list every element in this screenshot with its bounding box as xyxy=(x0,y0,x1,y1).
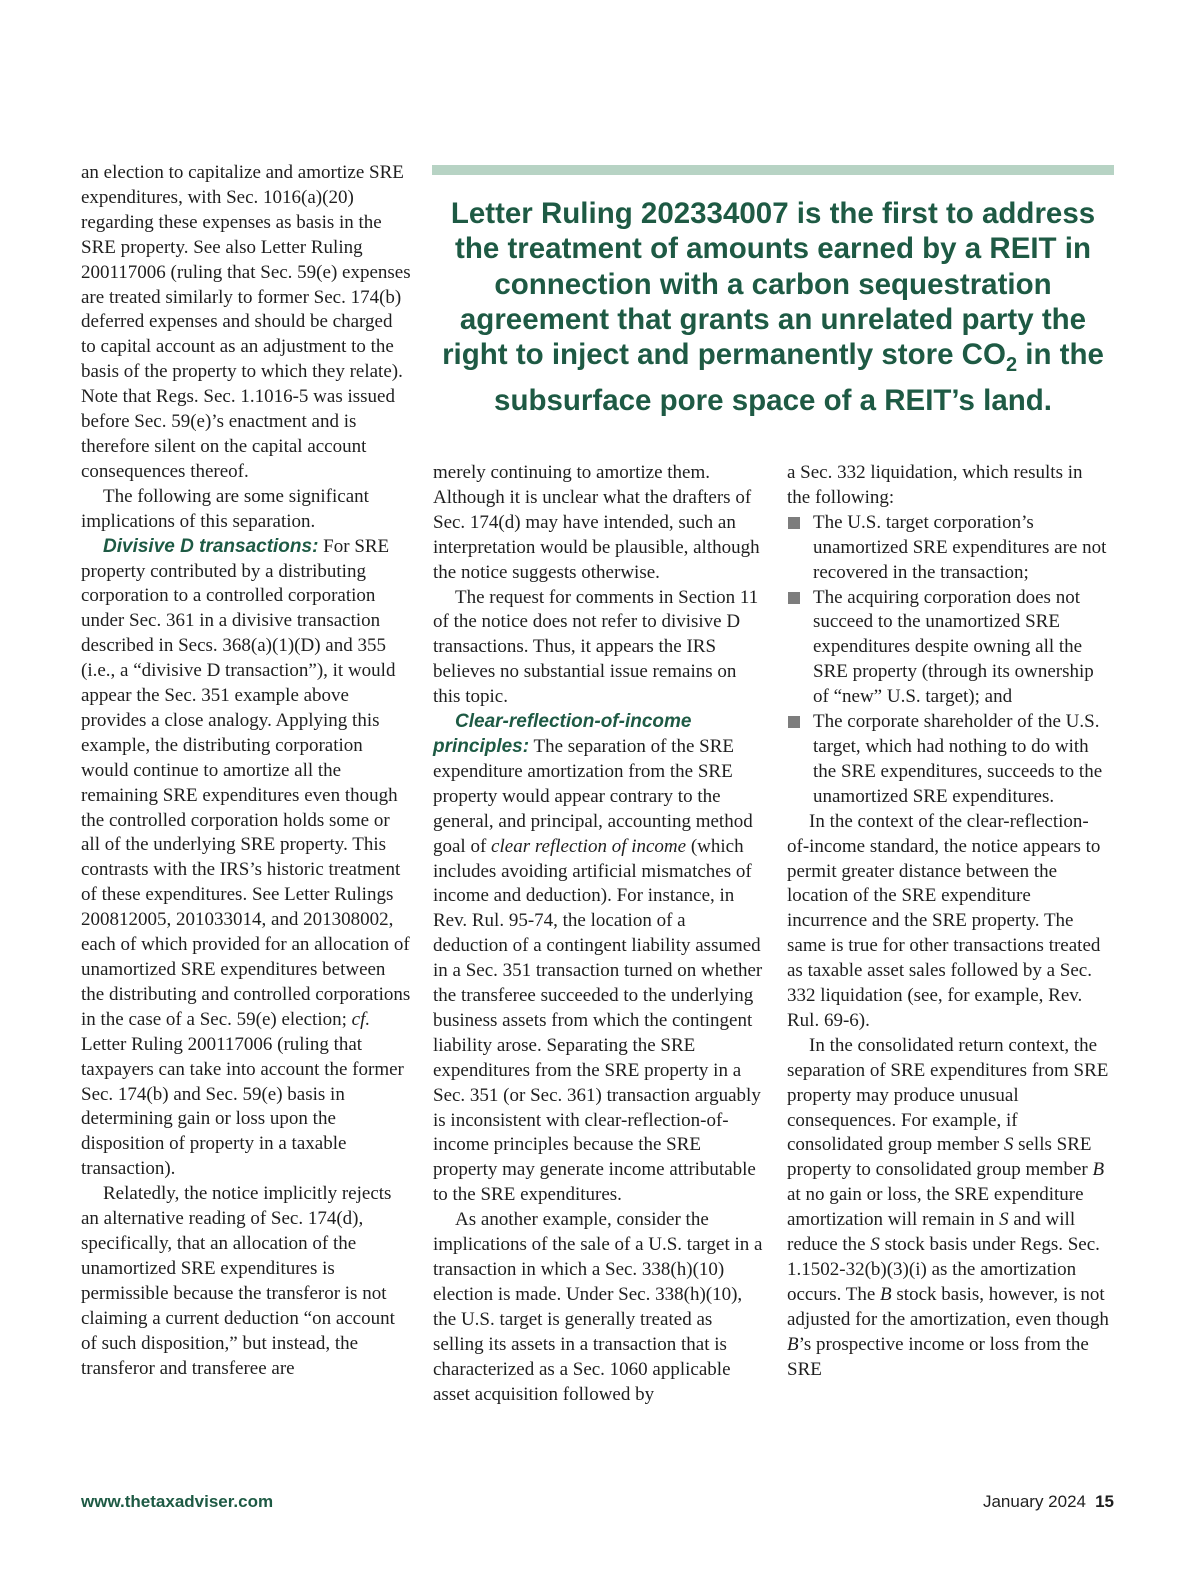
paragraph-divisive-d xyxy=(81,535,411,1183)
text-run: Letter Ruling 200117006 (ruling that taxpayers can take into account the former Sec. 174(b) and Sec. 59(e) basis in determining gain or loss upon the disposition of property in a taxable transaction). xyxy=(81,1033,404,1180)
paragraph xyxy=(787,1034,1109,1383)
page-footer xyxy=(81,1492,1114,1516)
text-run: In the consolidated return context, the separation of SRE expenditures from SRE property may produce unusual consequences. For example, if consolidated group member xyxy=(787,1034,1109,1156)
text-run: (which includes avoiding artificial mismatches of income and deduction). For instance, in Rev. Rul. 95-74, the location of a deduction of a contingent liability assumed in a Sec. 351 transaction turned on whether the transferee succeeded to the underlying business assets from which the contingent liability arose. Separating the SRE expenditures from the SRE property in a Sec. 351 (or Sec. 361) transaction arguably is inconsistent with clear-reflection-of-income principles because the SRE property may generate income attributable to the SRE expenditures. xyxy=(433,835,763,1206)
text-italic: S xyxy=(999,1209,1009,1231)
pull-quote-text: Letter Ruling 202334007 is the first to address the treatment of amounts earned by a REIT in connection with a carbon sequestration agreement that grants an unrelated party the right to inject and permanently store CO xyxy=(442,197,1096,372)
paragraph: The following are some significant implications of this separation. xyxy=(81,485,369,532)
text-run: stock basis, however, is not adjusted for the amortization, even though xyxy=(787,1283,1109,1330)
text-run: and will reduce the xyxy=(787,1209,1076,1256)
paragraph: an election to capitalize and amortize SRE expenditures, with Sec. 1016(a)(20) regarding these expenses as basis in the SRE property. See also Letter Ruling 200117006 (ruling that Sec. 59(e) expenses are treated similarly to former Sec. 174(b) deferred expenses and should be charged to capital account as an adjustment to the basis of the property to which they relate). Note that Regs. Sec. 1.1016-5 was issued before Sec. 59(e)’s enactment and is therefore silent on the capital account consequences thereof. xyxy=(81,162,411,482)
paragraph: In the context of the clear-reflection-of-income standard, the notice appears to permit greater distance between the location of the SRE expenditure incurrence and the SRE property. The same is true for other transactions treated as taxable asset sales followed by a Sec. 332 liquidation (see, for example, Rev. Rul. 69-6). xyxy=(787,810,1101,1031)
list-item xyxy=(813,511,1109,586)
list-item-text: The corporate shareholder of the U.S. target, which had nothing to do with the SRE expenditures, succeeds to the unamortized SRE expenditures. xyxy=(813,711,1103,807)
list-item xyxy=(813,710,1109,810)
text-italic: B xyxy=(880,1283,892,1305)
section-lead-divisive-d: Divisive D transactions: xyxy=(103,535,319,557)
pull-quote xyxy=(432,196,1114,419)
text-italic: S xyxy=(870,1234,880,1256)
column-middle xyxy=(433,461,763,1407)
text-run: sells SRE property to consolidated group member xyxy=(787,1134,1093,1181)
pull-quote-text: in the subsurface pore space of a REIT’s land. xyxy=(494,338,1104,418)
text-run: stock basis under Regs. Sec. 1.1502-32(b)(3)(i) as the amortization occurs. The xyxy=(787,1234,1100,1305)
list-item-text: The U.S. target corporation’s unamortized SRE expenditures are not recovered in the transaction; xyxy=(813,511,1107,583)
pull-quote-subscript: 2 xyxy=(1005,354,1018,377)
paragraph: Relatedly, the notice implicitly rejects an alternative reading of Sec. 174(d), specifically, that an allocation of the unamortized SRE expenditures is permissible because the transferor is not claiming a current deduction “on account of such disposition,” but instead, the transferor and transferee are xyxy=(81,1183,395,1379)
column-right xyxy=(787,461,1109,1383)
square-bullet-icon xyxy=(788,592,800,604)
footer-date: January 2024 xyxy=(982,1492,1086,1511)
footer-website-link[interactable]: www.thetaxadviser.com xyxy=(81,1492,274,1511)
text-italic: B xyxy=(1092,1159,1105,1181)
column-left xyxy=(81,161,411,1381)
bullet-list xyxy=(787,511,1109,810)
text-run: For SRE property contributed by a distributing corporation to a controlled corporation under Sec. 361 in a divisive transaction described in Secs. 368(a)(1)(D) and 355 (i.e., a “divisive D transaction”), it would appear the Sec. 351 example above provides a close analogy. Applying this example, the distributing corporation would continue to amortize all the remaining SRE expenditures even though the controlled corporation holds some or all of the underlying SRE property. This contrasts with the IRS’s historic treatment of these expenditures. See Letter Rulings 200812005, 201033014, and 201308002, each of which provided for an allocation of unamortized SRE expenditures between the distributing and controlled corporations in the case of a Sec. 59(e) election; xyxy=(81,535,411,1030)
page-number: 15 xyxy=(1095,1492,1114,1511)
square-bullet-icon xyxy=(788,716,800,728)
text-italic: cf. xyxy=(351,1008,371,1030)
paragraph-clear-reflection xyxy=(433,710,763,1208)
text-run: at no gain or loss, the SRE expenditure amortization will remain in xyxy=(787,1184,1084,1231)
text-italic: clear reflection of income xyxy=(491,835,687,857)
text-italic: B xyxy=(787,1333,799,1355)
text-run: ’s prospective income or loss from the SRE xyxy=(787,1333,1089,1380)
paragraph: a Sec. 332 liquidation, which results in the following: xyxy=(787,462,1083,508)
list-item-text: The acquiring corporation does not succeed to the unamortized SRE expenditures despite owning all the SRE property (through its ownership of “new” U.S. target); and xyxy=(813,586,1094,708)
paragraph: As another example, consider the implications of the sale of a U.S. target in a transaction in which a Sec. 338(h)(10) election is made. Under Sec. 338(h)(10), the U.S. target is generally treated as selling its assets in a transaction that is characterized as a Sec. 1060 applicable asset acquisition followed by xyxy=(433,1209,763,1405)
section-lead-clear-reflection: Clear-reflection-of-income principles: xyxy=(433,711,692,757)
text-italic: S xyxy=(1003,1134,1014,1156)
paragraph: merely continuing to amortize them. Although it is unclear what the drafters of Sec. 174(d) may have intended, such an interpretation would be plausible, although the notice suggests otherwise. xyxy=(433,462,760,583)
list-item xyxy=(813,586,1109,711)
text-run: The separation of the SRE expenditure amortization from the SRE property would appear contrary to the general, and principal, accounting method goal of xyxy=(433,735,753,857)
paragraph: The request for comments in Section 11 of the notice does not refer to divisive D transactions. Thus, it appears the IRS believes no substantial issue remains on this topic. xyxy=(433,586,759,708)
square-bullet-icon xyxy=(788,517,800,529)
pull-quote-rule xyxy=(432,165,1114,175)
